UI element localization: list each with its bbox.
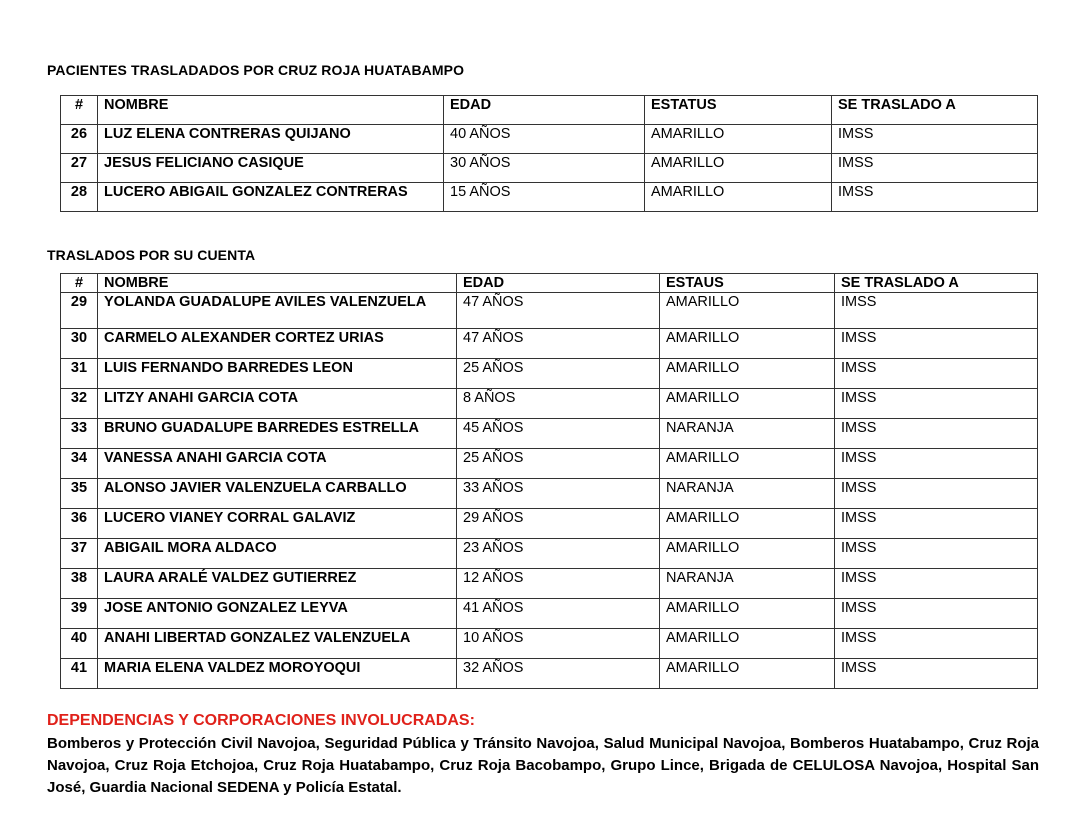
patient-destination: IMSS <box>835 509 1038 539</box>
patient-status: AMARILLO <box>660 329 835 359</box>
patient-destination: IMSS <box>832 154 1038 183</box>
own-transport-patients-table <box>60 273 1038 689</box>
patient-age: 47 AÑOS <box>457 329 660 359</box>
row-number: 30 <box>61 329 98 359</box>
table-row <box>61 359 1038 389</box>
dependencies-title: DEPENDENCIAS Y CORPORACIONES INVOLUCRADAS: <box>47 712 475 729</box>
patient-destination: IMSS <box>835 479 1038 509</box>
patient-status: AMARILLO <box>660 389 835 419</box>
patient-age: 12 AÑOS <box>457 569 660 599</box>
row-number: 31 <box>61 359 98 389</box>
patient-age: 8 AÑOS <box>457 389 660 419</box>
column-header-name: NOMBRE <box>98 96 444 125</box>
patient-age: 33 AÑOS <box>457 479 660 509</box>
patient-age: 29 AÑOS <box>457 509 660 539</box>
patient-destination: IMSS <box>832 125 1038 154</box>
patient-age: 25 AÑOS <box>457 449 660 479</box>
table-row <box>61 629 1038 659</box>
table-row <box>61 329 1038 359</box>
patient-status: AMARILLO <box>660 629 835 659</box>
table-row <box>61 389 1038 419</box>
table-row <box>61 509 1038 539</box>
patient-status: AMARILLO <box>660 293 835 329</box>
row-number: 28 <box>61 183 98 212</box>
patient-status: AMARILLO <box>660 449 835 479</box>
patient-status: AMARILLO <box>660 659 835 689</box>
column-header-status: ESTATUS <box>645 96 832 125</box>
patient-age: 45 AÑOS <box>457 419 660 449</box>
column-header-number: # <box>61 96 98 125</box>
column-header-destination: SE TRASLADO A <box>832 96 1038 125</box>
patient-destination: IMSS <box>835 539 1038 569</box>
table-row <box>61 449 1038 479</box>
patient-status: AMARILLO <box>660 509 835 539</box>
patient-age: 25 AÑOS <box>457 359 660 389</box>
table-row <box>61 479 1038 509</box>
section-title-cruz-roja: PACIENTES TRASLADADOS POR CRUZ ROJA HUATABAMPO <box>47 62 465 78</box>
column-header-name: NOMBRE <box>98 274 457 293</box>
patient-status: NARANJA <box>660 569 835 599</box>
table-row <box>61 293 1038 329</box>
patient-destination: IMSS <box>835 419 1038 449</box>
table-row <box>61 183 1038 212</box>
patient-age: 47 AÑOS <box>457 293 660 329</box>
row-number: 38 <box>61 569 98 599</box>
patient-destination: IMSS <box>835 659 1038 689</box>
table-row <box>61 599 1038 629</box>
patient-age: 30 AÑOS <box>444 154 645 183</box>
table-row <box>61 659 1038 689</box>
row-number: 35 <box>61 479 98 509</box>
patient-destination: IMSS <box>835 449 1038 479</box>
column-header-number: # <box>61 274 98 293</box>
patient-status: NARANJA <box>660 479 835 509</box>
patient-status: AMARILLO <box>645 154 832 183</box>
patient-name: LUZ ELENA CONTRERAS QUIJANO <box>98 125 444 154</box>
patient-name: MARIA ELENA VALDEZ MOROYOQUI <box>98 659 457 689</box>
row-number: 36 <box>61 509 98 539</box>
patient-name: LAURA ARALÉ VALDEZ GUTIERREZ <box>98 569 457 599</box>
patient-destination: IMSS <box>835 629 1038 659</box>
column-header-age: EDAD <box>444 96 645 125</box>
patient-status: AMARILLO <box>645 125 832 154</box>
patient-name: ALONSO JAVIER VALENZUELA CARBALLO <box>98 479 457 509</box>
column-header-age: EDAD <box>457 274 660 293</box>
cruz-roja-patients-table <box>60 95 1038 212</box>
row-number: 32 <box>61 389 98 419</box>
patient-age: 41 AÑOS <box>457 599 660 629</box>
patient-name: YOLANDA GUADALUPE AVILES VALENZUELA <box>98 293 457 329</box>
patient-name: LUCERO VIANEY CORRAL GALAVIZ <box>98 509 457 539</box>
patient-age: 40 AÑOS <box>444 125 645 154</box>
patient-name: CARMELO ALEXANDER CORTEZ URIAS <box>98 329 457 359</box>
patient-destination: IMSS <box>835 293 1038 329</box>
row-number: 39 <box>61 599 98 629</box>
row-number: 37 <box>61 539 98 569</box>
patient-name: ABIGAIL MORA ALDACO <box>98 539 457 569</box>
patient-status: AMARILLO <box>660 539 835 569</box>
table-row <box>61 569 1038 599</box>
patient-destination: IMSS <box>835 599 1038 629</box>
table-row <box>61 125 1038 154</box>
patient-name: LUIS FERNANDO BARREDES LEON <box>98 359 457 389</box>
patient-destination: IMSS <box>835 389 1038 419</box>
row-number: 41 <box>61 659 98 689</box>
patient-age: 15 AÑOS <box>444 183 645 212</box>
patient-age: 10 AÑOS <box>457 629 660 659</box>
column-header-status: ESTAUS <box>660 274 835 293</box>
patient-name: LITZY ANAHI GARCIA COTA <box>98 389 457 419</box>
table-row <box>61 419 1038 449</box>
patient-name: LUCERO ABIGAIL GONZALEZ CONTRERAS <box>98 183 444 212</box>
patient-status: AMARILLO <box>645 183 832 212</box>
row-number: 29 <box>61 293 98 329</box>
row-number: 40 <box>61 629 98 659</box>
patient-status: AMARILLO <box>660 599 835 629</box>
patient-destination: IMSS <box>835 329 1038 359</box>
patient-status: AMARILLO <box>660 359 835 389</box>
section-title-own-transport: TRASLADOS POR SU CUENTA <box>47 247 256 263</box>
patient-name: ANAHI LIBERTAD GONZALEZ VALENZUELA <box>98 629 457 659</box>
dependencies-text: Bomberos y Protección Civil Navojoa, Seguridad Pública y Tránsito Navojoa, Salud Municipal Navojoa, Bomberos Huatabampo, Cruz Roja Navojoa, Cruz Roja Etchojoa, Cruz Roja Huatabampo, Cruz Roja Bacobampo, Grupo Lince, Brigada de CELULOSA Navojoa, Hospital San José, Guardia Nacional SEDENA y Policía Estatal. <box>47 735 1039 796</box>
row-number: 34 <box>61 449 98 479</box>
patient-name: VANESSA ANAHI GARCIA COTA <box>98 449 457 479</box>
patient-age: 23 AÑOS <box>457 539 660 569</box>
patient-name: JOSE ANTONIO GONZALEZ LEYVA <box>98 599 457 629</box>
patient-destination: IMSS <box>832 183 1038 212</box>
table-header-row <box>61 274 1038 293</box>
patient-name: BRUNO GUADALUPE BARREDES ESTRELLA <box>98 419 457 449</box>
row-number: 27 <box>61 154 98 183</box>
patient-status: NARANJA <box>660 419 835 449</box>
table-row <box>61 154 1038 183</box>
table-header-row <box>61 96 1038 125</box>
patient-name: JESUS FELICIANO CASIQUE <box>98 154 444 183</box>
column-header-destination: SE TRASLADO A <box>835 274 1038 293</box>
table-row <box>61 539 1038 569</box>
patient-destination: IMSS <box>835 569 1038 599</box>
patient-destination: IMSS <box>835 359 1038 389</box>
patient-age: 32 AÑOS <box>457 659 660 689</box>
row-number: 26 <box>61 125 98 154</box>
row-number: 33 <box>61 419 98 449</box>
